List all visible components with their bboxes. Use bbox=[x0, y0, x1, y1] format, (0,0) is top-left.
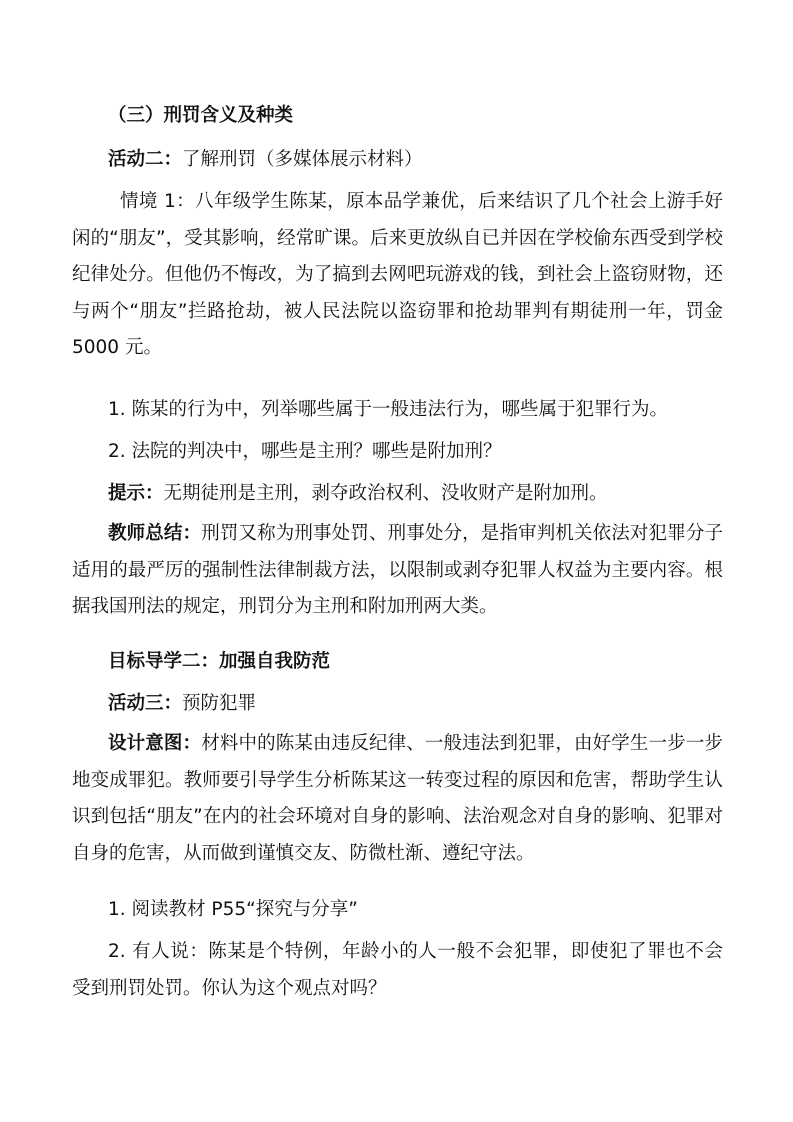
activity-3-line bbox=[108, 686, 723, 722]
question-2-1: 1. 阅读教材 P55“探究与分享” bbox=[108, 899, 358, 920]
teacher-summary-paragraph bbox=[72, 516, 723, 626]
goal-2-label: 目标导学二： bbox=[108, 651, 220, 672]
activity-2-line bbox=[108, 142, 723, 178]
design-intent-label: 设计意图： bbox=[108, 733, 202, 754]
teacher-summary-label: 教师总结： bbox=[108, 523, 202, 544]
hint-text: 无期徒刑是主刑，剥夺政治权利、没收财产是附加刑。 bbox=[163, 483, 608, 504]
activity-3-label: 活动三： bbox=[108, 693, 183, 714]
design-intent-text: 材料中的陈某由违反纪律、一般违法到犯罪，由好学生一步一步地变成罪犯。教师要引导学生分析陈某这一转变过程的原因和危害，帮助学生认识到包括“朋友”在内的社会环境对自身的影响、法治观念对自身的影响、犯罪对自身的危害，从而做到谨慎交友、防微杜渐、遵纪守法。 bbox=[72, 733, 723, 864]
section-heading: （三）刑罚含义及种类 bbox=[108, 105, 294, 126]
scenario-1-paragraph: 情境 1：八年级学生陈某，原本品学兼优，后来结识了几个社会上游手好闲的“朋友”，受其影响，经常旷课。后来更放纵自已并因在学校偷东西受到学校纪律处分。但他仍不悔改，为了搞到去网吧玩游戏的钱，到社会上盗窃财物，还与两个“朋友”拦路抢劫，被人民法院以盗窃罪和抢劫罪判有期徒刑一年，罚金5000 元。 bbox=[72, 191, 723, 358]
design-intent-paragraph bbox=[72, 726, 723, 872]
activity-3-title: 预防犯罪 bbox=[182, 693, 257, 714]
question-1-1: 1. 陈某的行为中，列举哪些属于一般违法行为，哪些属于犯罪行为。 bbox=[108, 399, 669, 420]
goal-2-line bbox=[108, 644, 723, 680]
question-2-2: 2. 有人说：陈某是个特例，年龄小的人一般不会犯罪，即使犯了罪也不会受到刑罚处罚。你认为这个观点对吗？ bbox=[72, 941, 723, 999]
question-1-2: 2. 法院的判决中，哪些是主刑？哪些是附加刑？ bbox=[108, 441, 502, 462]
goal-2-title: 加强自我防范 bbox=[219, 651, 331, 672]
activity-2-label: 活动二： bbox=[108, 149, 183, 170]
activity-2-title: 了解刑罚（多媒体展示材料） bbox=[182, 149, 423, 170]
hint-line bbox=[108, 476, 723, 512]
teacher-summary-text: 刑罚又称为刑事处罚、刑事处分，是指审判机关依法对犯罪分子适用的最严厉的强制性法律制裁方法，以限制或剥夺犯罪人权益为主要内容。根据我国刑法的规定，刑罚分为主刑和附加刑两大类。 bbox=[72, 523, 723, 617]
hint-label: 提示： bbox=[108, 483, 164, 504]
